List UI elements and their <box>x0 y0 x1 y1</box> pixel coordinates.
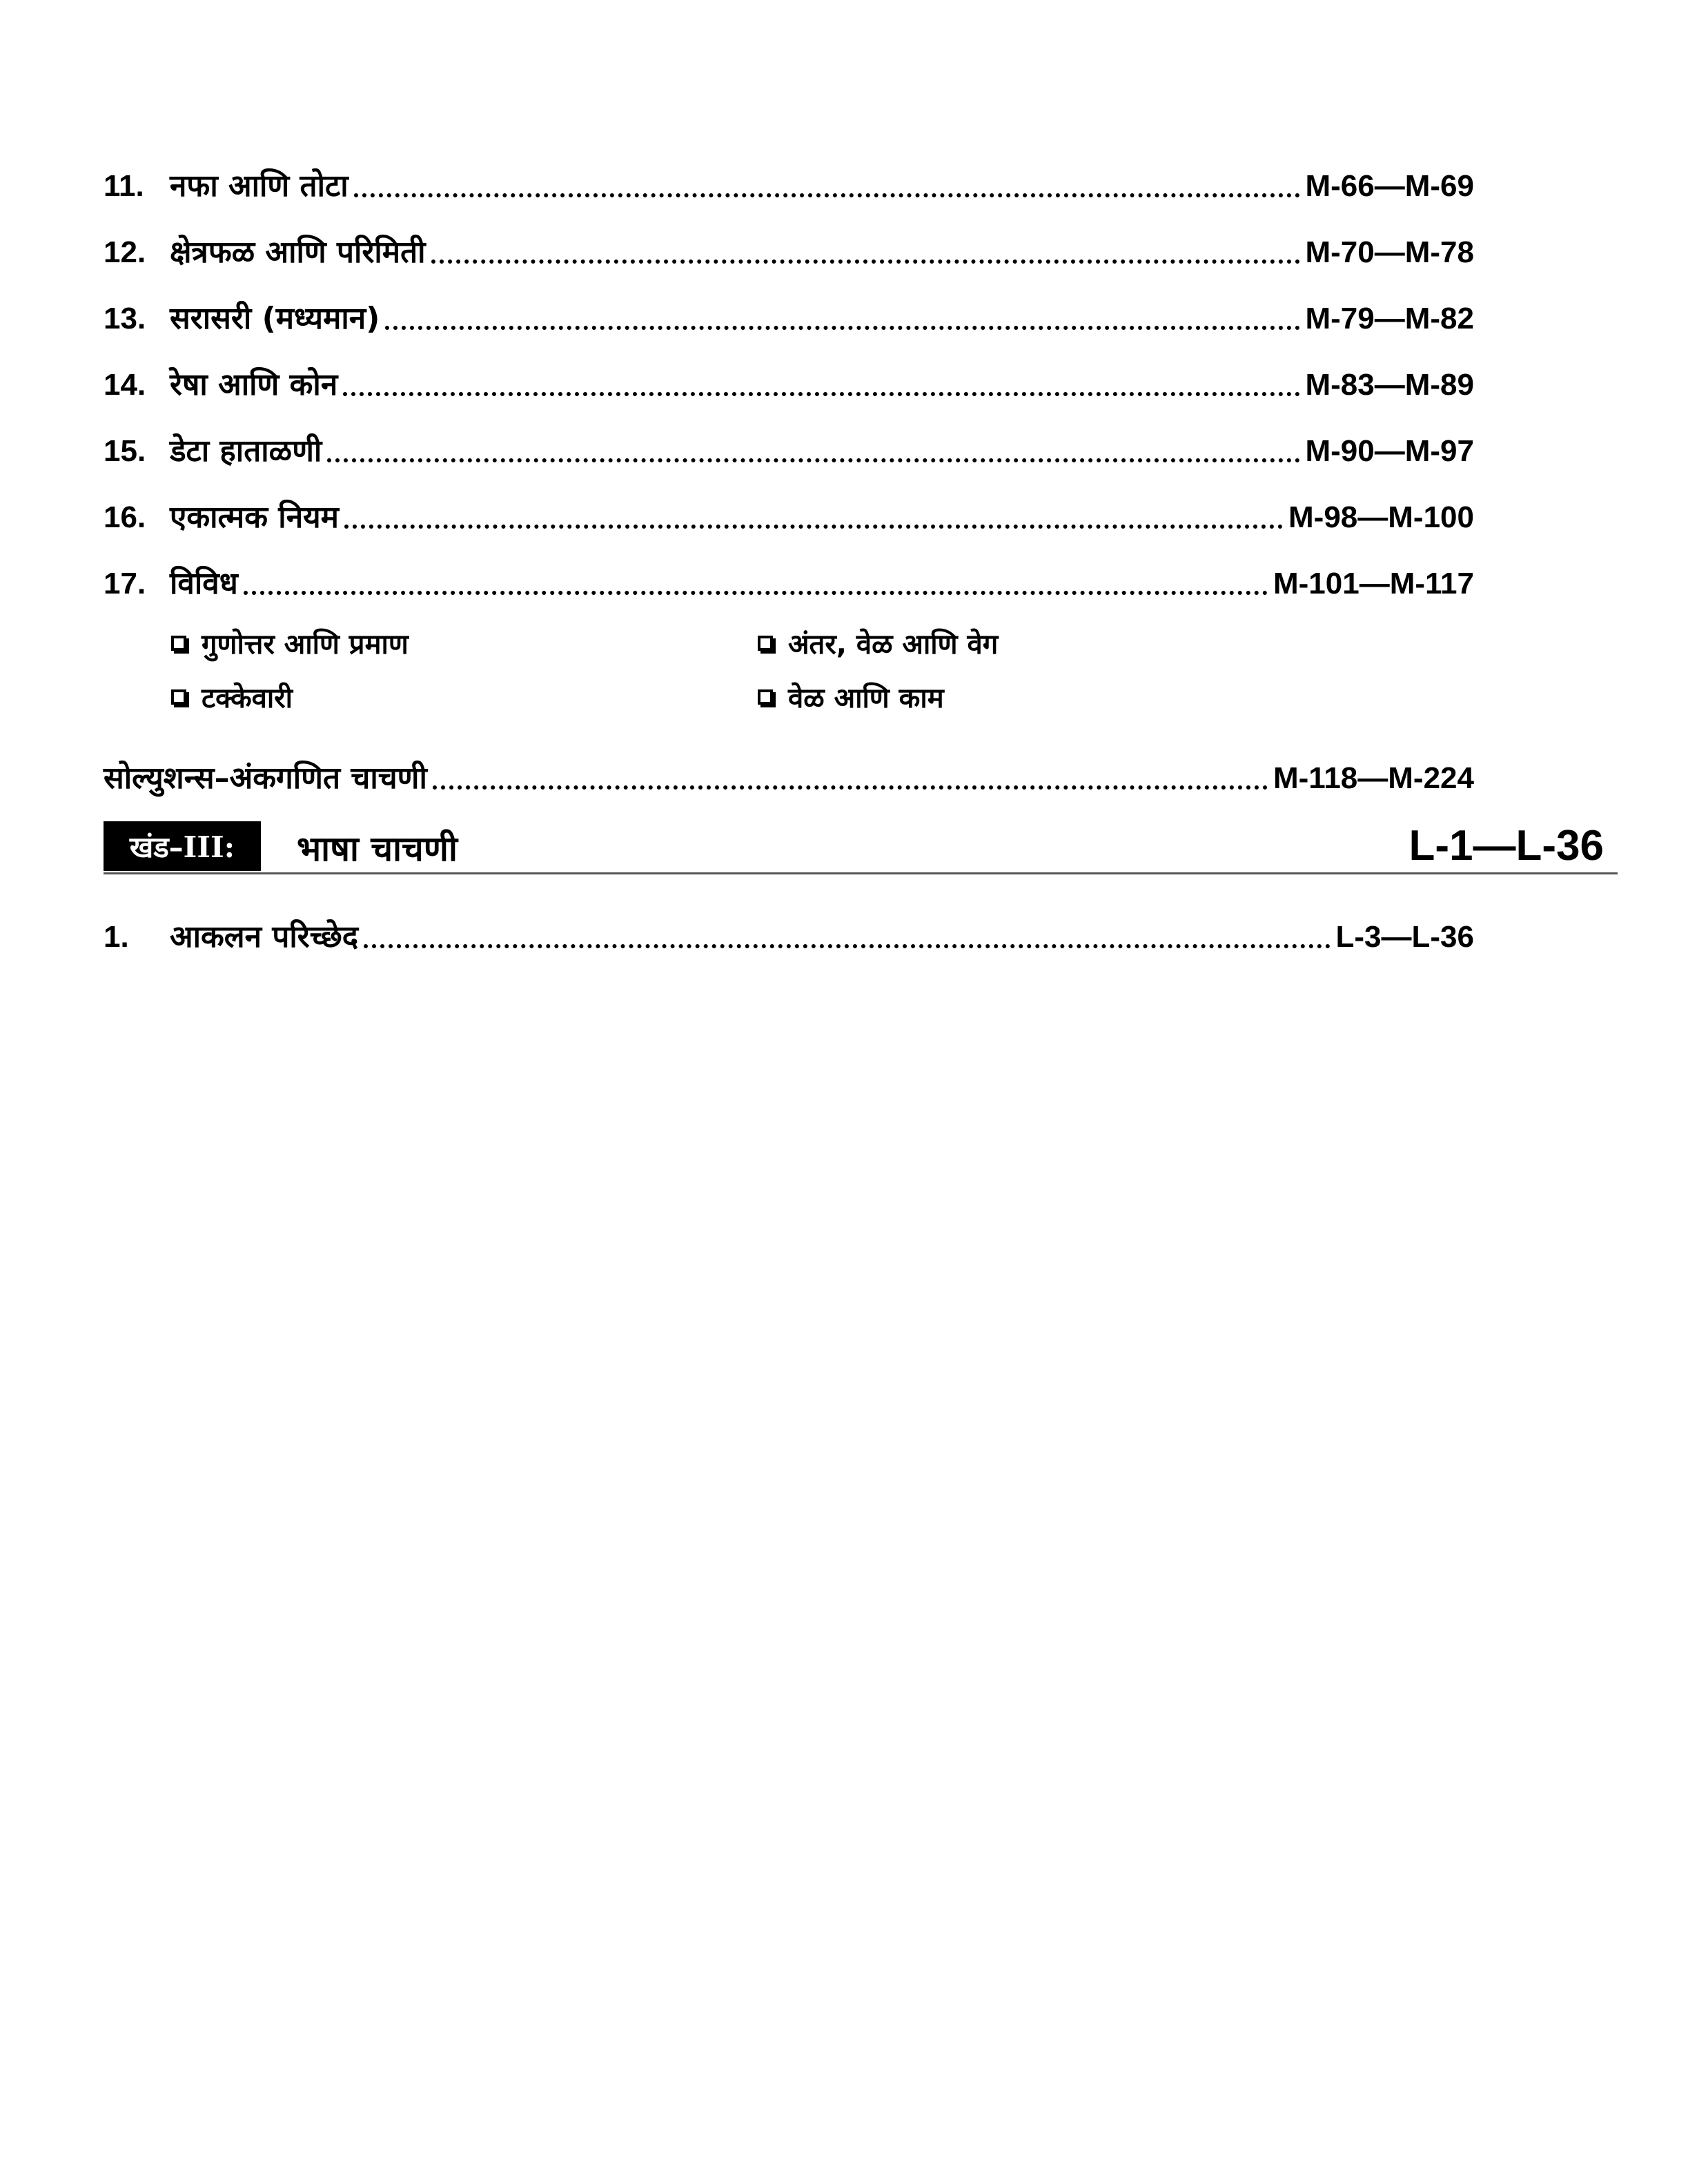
toc-solutions-row[interactable] <box>104 745 1474 794</box>
toc-subitem-label: अंतर, वेळ आणि वेग <box>788 629 999 660</box>
toc-row[interactable] <box>104 418 1474 467</box>
section-label: खंड–III: <box>104 821 261 871</box>
toc-entry-title: डेटा हाताळणी <box>170 433 322 469</box>
toc-subitem-label: टक्केवारी <box>202 683 293 714</box>
toc-entry-number: 13. <box>104 302 146 335</box>
dot-leader <box>364 944 1330 948</box>
dot-leader <box>433 785 1268 790</box>
toc-entry-pages: L-3—L-36 <box>1335 920 1474 954</box>
toc-entry-number: 12. <box>104 235 146 269</box>
section-header <box>104 821 1618 877</box>
toc-entry-pages: M-101—M-117 <box>1273 567 1474 600</box>
section-page-range: L-1—L-36 <box>1408 822 1604 870</box>
toc-entry-number: 14. <box>104 368 146 402</box>
dot-leader <box>343 392 1299 396</box>
dot-leader <box>344 525 1283 529</box>
toc-row[interactable] <box>104 352 1474 400</box>
toc-row[interactable] <box>104 153 1474 202</box>
toc-entry-pages: M-70—M-78 <box>1305 235 1474 269</box>
toc-row[interactable] <box>104 219 1474 268</box>
toc-subitem[interactable] <box>171 624 409 662</box>
toc-entry-pages: M-118—M-224 <box>1273 761 1474 795</box>
checkbox-bullet-icon <box>171 689 186 705</box>
dot-leader <box>244 591 1268 595</box>
toc-row[interactable] <box>104 551 1474 599</box>
toc-entry-number: 15. <box>104 434 146 468</box>
toc-entry-title: आकलन परिच्छेद <box>170 919 359 954</box>
dot-leader <box>431 259 1300 264</box>
toc-entry-pages: M-66—M-69 <box>1305 169 1474 203</box>
toc-entry-pages: M-98—M-100 <box>1288 500 1474 534</box>
toc-entry-title: विविध <box>170 566 238 601</box>
section-divider <box>104 872 1618 874</box>
toc-entry-title: एकात्मक नियम <box>170 500 339 535</box>
toc-entry-number: 11. <box>104 169 144 203</box>
toc-subitem[interactable] <box>758 678 944 716</box>
toc-row[interactable] <box>104 286 1474 334</box>
toc-row[interactable] <box>104 484 1474 533</box>
checkbox-bullet-icon <box>758 689 773 705</box>
toc-row[interactable] <box>104 904 1474 952</box>
toc-entry-number: 16. <box>104 500 146 534</box>
toc-entry-pages: M-79—M-82 <box>1305 302 1474 335</box>
toc-subitem[interactable] <box>758 624 998 662</box>
toc-entry-title: क्षेत्रफळ आणि परिमिती <box>170 235 426 270</box>
checkbox-bullet-icon <box>171 636 186 651</box>
toc-entry-title: सरासरी (मध्यमान) <box>170 301 380 336</box>
toc-entry-number: 17. <box>104 567 146 600</box>
dot-leader <box>327 458 1299 462</box>
toc-subitem-label: वेळ आणि काम <box>788 683 944 714</box>
toc-entry-title: रेषा आणि कोन <box>170 367 338 402</box>
checkbox-bullet-icon <box>758 636 773 651</box>
toc-entry-pages: M-90—M-97 <box>1305 434 1474 468</box>
section-title: भाषा चाचणी <box>297 829 458 869</box>
toc-subitem[interactable] <box>171 678 293 716</box>
dot-leader <box>354 193 1300 197</box>
toc-entry-pages: M-83—M-89 <box>1305 368 1474 402</box>
dot-leader <box>385 326 1299 330</box>
toc-entry-title: सोल्युशन्स–अंकगणित चाचणी <box>104 761 427 796</box>
toc-entry-title: नफा आणि तोटा <box>170 168 349 204</box>
toc-entry-number: 1. <box>104 920 129 954</box>
toc-subitem-label: गुणोत्तर आणि प्रमाण <box>202 629 409 660</box>
